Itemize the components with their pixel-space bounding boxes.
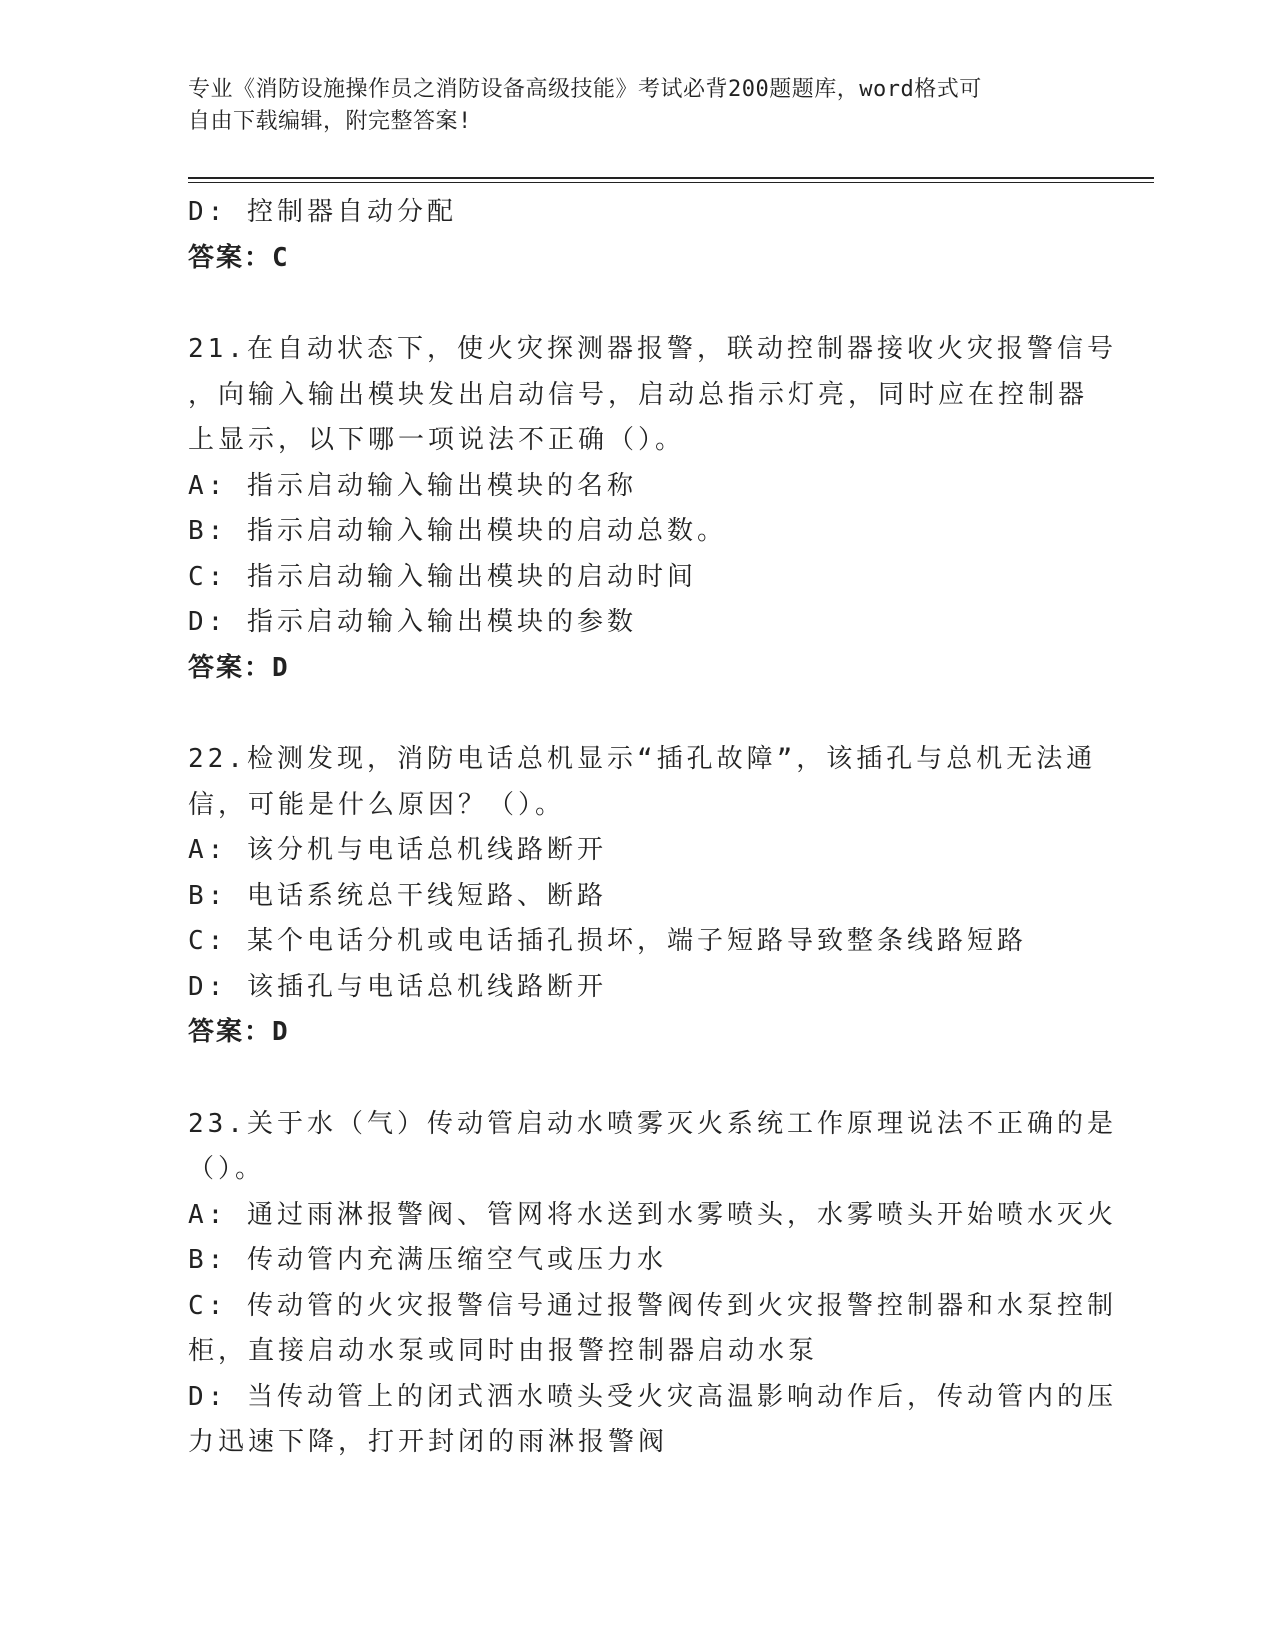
option-d: D: 当传动管上的闭式洒水喷头受火灾高温影响动作后，传动管内的压: [188, 1381, 1117, 1412]
document-header: [188, 74, 1068, 138]
option-c-continued: 柜，直接启动水泵或同时由报警控制器启动水泵: [188, 1336, 819, 1366]
option-d: D: 指示启动输入输出模块的参数: [188, 607, 637, 637]
header-line-2: 自由下载编辑，附完整答案!: [188, 109, 472, 134]
option-d-continued: 力迅速下降，打开封闭的雨淋报警阀: [188, 1427, 669, 1457]
option-c: C: 传动管的火灾报警信号通过报警阀传到火灾报警控制器和水泵控制: [188, 1290, 1117, 1321]
option-d: D: 该插孔与电话总机线路断开: [188, 971, 607, 1002]
answer: 答案：D: [188, 652, 290, 683]
question-stem-line: ，向输入输出模块发出启动信号，启动总指示灯亮，同时应在控制器: [188, 379, 1089, 410]
option-c: C: 指示启动输入输出模块的启动时间: [188, 561, 697, 592]
question-stem-line: （）。: [188, 1154, 266, 1184]
question-stem-line: 上显示，以下哪一项说法不正确（）。: [188, 425, 686, 455]
spacer: [188, 281, 1088, 327]
question-stem-line: 22.检测发现，消防电话总机显示“插孔故障”，该插孔与总机无法通: [188, 744, 1097, 774]
option-a: A: 通过雨淋报警阀、管网将水送到水雾喷头，水雾喷头开始喷水灭火: [188, 1199, 1117, 1230]
option-b: B: 传动管内充满压缩空气或压力水: [188, 1245, 667, 1275]
question-21: [188, 327, 1117, 691]
option-c: C: 某个电话分机或电话插孔损坏，端子短路导致整条线路短路: [188, 926, 1027, 956]
option-a: A: 指示启动输入输出模块的名称: [188, 470, 637, 501]
option-b: B: 电话系统总干线短路、断路: [188, 880, 607, 911]
spacer: [188, 1056, 1088, 1102]
option-a: A: 该分机与电话总机线路断开: [188, 835, 607, 865]
question-stem-line: 21.在自动状态下，使火灾探测器报警，联动控制器接收火灾报警信号: [188, 334, 1117, 364]
question-stem-line: 23.关于水（气）传动管启动水喷雾灭火系统工作原理说法不正确的是: [188, 1108, 1117, 1139]
option-b: B: 指示启动输入输出模块的启动总数。: [188, 516, 727, 546]
question-23: [188, 1102, 1117, 1466]
answer: 答案：C: [188, 242, 290, 273]
header-divider-thick: [188, 177, 1154, 179]
header-line-1: 专业《消防设施操作员之消防设备高级技能》考试必背200题题库，word格式可: [188, 77, 982, 102]
option-d: D: 控制器自动分配: [188, 197, 457, 227]
document-body: [188, 190, 1117, 1466]
spacer: [188, 691, 1088, 737]
header-divider-thin: [188, 182, 1154, 183]
question-22: [188, 737, 1097, 1056]
answer: 答案：D: [188, 1017, 290, 1047]
question-stem-line: 信，可能是什么原因？（）。: [188, 789, 566, 820]
